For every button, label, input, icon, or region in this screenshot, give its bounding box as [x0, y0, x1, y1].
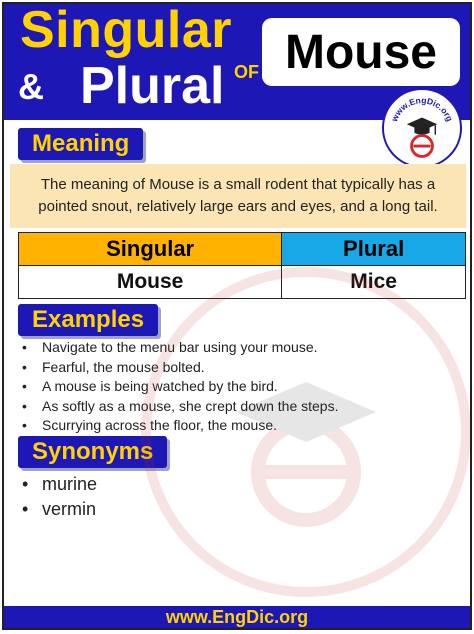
- graduation-cap-icon: [407, 118, 437, 135]
- example-item: • Fearful, the mouse bolted.: [22, 358, 338, 378]
- example-item: • A mouse is being watched by the bird.: [22, 377, 338, 397]
- logo-graphic: [384, 90, 460, 166]
- plural-header: Plural: [282, 233, 466, 266]
- examples-list: [22, 338, 338, 436]
- example-item: • Scurrying across the floor, the mouse.: [22, 416, 338, 436]
- synonym-item: • murine: [22, 472, 97, 497]
- meaning-band: [10, 164, 466, 228]
- synonyms-list: [22, 472, 97, 522]
- infographic-card: [2, 2, 472, 630]
- footer-url: www.EngDic.org: [4, 606, 470, 628]
- title-singular: Singular: [20, 2, 233, 59]
- meaning-label: Meaning: [18, 128, 143, 160]
- logo-text: www.EngDic.org: [389, 95, 455, 123]
- word-box: [262, 18, 460, 86]
- synonym-item: • vermin: [22, 497, 97, 522]
- plural-value: Mice: [282, 266, 466, 299]
- example-item: • As softly as a mouse, she crept down the steps.: [22, 397, 338, 417]
- title-ampersand: &: [18, 66, 44, 107]
- engdic-logo: [382, 88, 462, 168]
- examples-label: Examples: [18, 304, 158, 336]
- singular-value: Mouse: [19, 266, 282, 299]
- title-of: OF: [234, 62, 259, 82]
- headword: Mouse: [284, 25, 437, 79]
- example-item: • Navigate to the menu bar using your mouse.: [22, 338, 338, 358]
- title-plural: Plural: [80, 57, 225, 115]
- meaning-text: The meaning of Mouse is a small rodent that typically has a pointed snout, relatively large ears and eyes, and a long tail.: [38, 176, 438, 215]
- singular-header: Singular: [19, 233, 282, 266]
- synonyms-label: Synonyms: [18, 436, 167, 468]
- e-letter-icon: [412, 136, 433, 157]
- singular-plural-table: [18, 232, 466, 299]
